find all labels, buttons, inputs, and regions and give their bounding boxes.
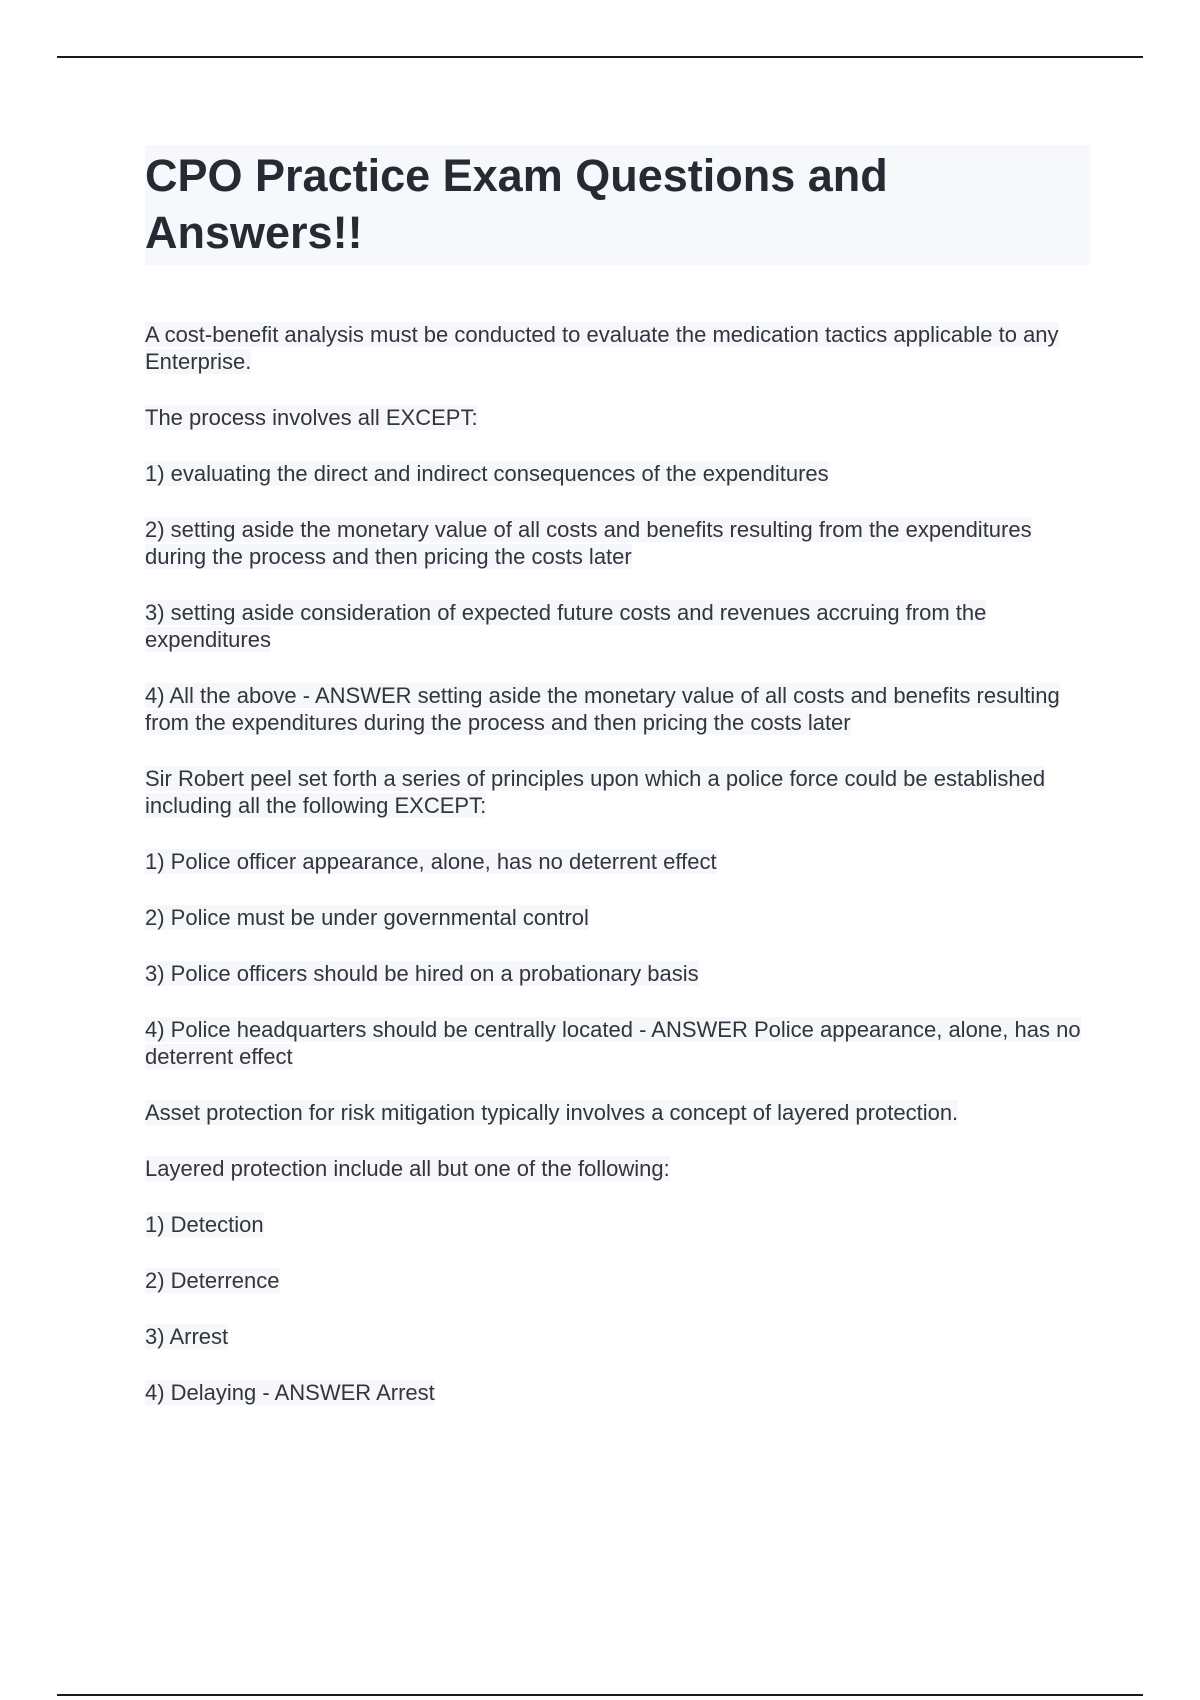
paragraph: 3) Police officers should be hired on a probationary basis [145,961,699,986]
paragraph: The process involves all EXCEPT: [145,405,478,430]
paragraph: 1) evaluating the direct and indirect consequences of the expenditures [145,461,829,486]
paragraph: 4) Delaying - ANSWER Arrest [145,1380,435,1405]
paragraph: 3) setting aside consideration of expected future costs and revenues accruing from the expenditures [145,600,987,652]
paragraph: 4) Police headquarters should be centrally located - ANSWER Police appearance, alone, has no deterrent effect [145,1017,1081,1069]
paragraph: 2) Deterrence [145,1268,280,1293]
paragraph: 2) setting aside the monetary value of all costs and benefits resulting from the expenditures during the process and then pricing the costs later [145,517,1032,569]
question-list [145,321,1090,1406]
paragraph: Layered protection include all but one of the following: [145,1156,670,1181]
footer-rule [57,1694,1143,1696]
document-body [145,145,1090,1435]
paragraph: Sir Robert peel set forth a series of principles upon which a police force could be established including all the following EXCEPT: [145,766,1046,818]
paragraph: 1) Police officer appearance, alone, has no deterrent effect [145,849,717,874]
paragraph: A cost-benefit analysis must be conducted to evaluate the medication tactics applicable to any Enterprise. [145,322,1059,374]
title-block [145,145,1090,265]
paragraph: Asset protection for risk mitigation typically involves a concept of layered protection. [145,1100,959,1125]
page-title: CPO Practice Exam Questions and Answers!! [145,150,888,258]
header-rule [57,56,1143,58]
paragraph: 4) All the above - ANSWER setting aside the monetary value of all costs and benefits resulting from the expenditures during the process and then pricing the costs later [145,683,1060,735]
paragraph: 3) Arrest [145,1324,229,1349]
paragraph: 1) Detection [145,1212,264,1237]
paragraph: 2) Police must be under governmental control [145,905,589,930]
